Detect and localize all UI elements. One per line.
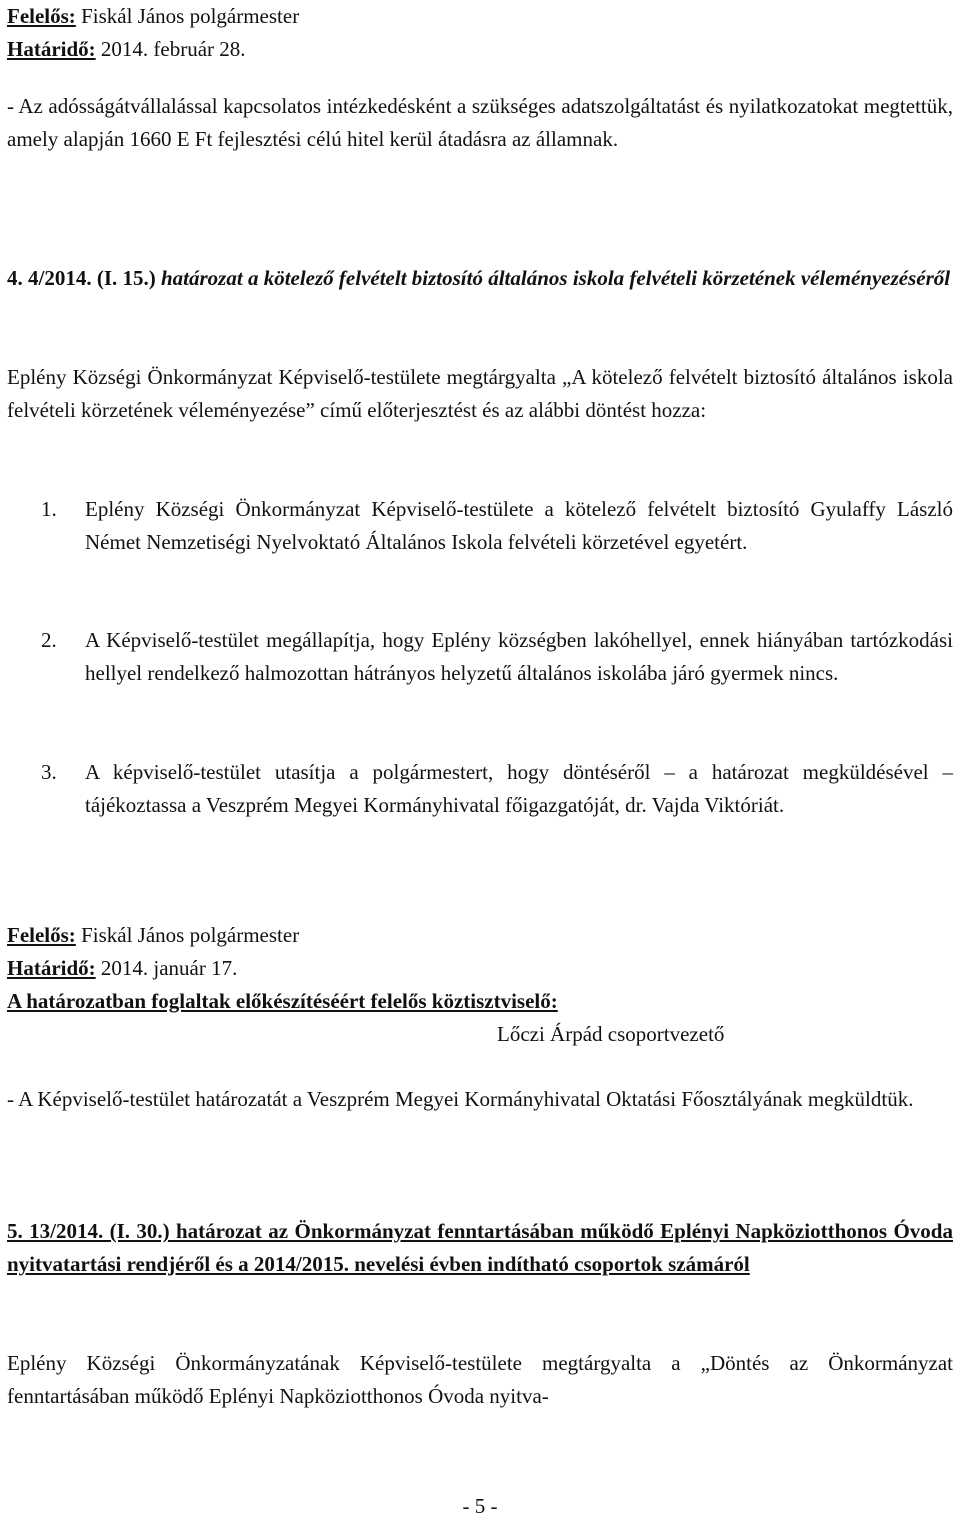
- page-number: - 5 -: [462, 1494, 498, 1518]
- felelos-label: Felelős:: [7, 4, 76, 28]
- list-item: [41, 756, 953, 822]
- hatarido-label: Határidő:: [7, 37, 96, 61]
- heading-resolution-4-text: határozat a kötelező felvételt biztosító általános iskola felvételi körzetének véleményezéséről: [155, 266, 951, 290]
- list-item-text: A Képviselő-testület megállapítja, hogy Eplény községben lakóhellyel, ennek hiányában tartózkodási hellyel rendelkező halmozottan hátrányos helyzetű általános iskolába járó gyermek nincs.: [85, 628, 953, 685]
- hatarido-value: 2014. február 28.: [95, 37, 246, 61]
- signer-name: Lőczi Árpád csoportvezető: [497, 1022, 725, 1046]
- hatarido-label: Határidő:: [7, 956, 96, 980]
- paragraph-megkuldtuk: - A Képviselő-testület határozatát a Veszprém Megyei Kormányhivatal Oktatási Főosztályának megküldtük.: [7, 1087, 914, 1111]
- heading-resolution-4-number: 4. 4/2014. (I. 15.): [7, 266, 156, 290]
- list-item-number: 1.: [41, 497, 57, 521]
- heading-resolution-5: 5. 13/2014. (I. 30.) határozat az Önkormányzat fenntartásában működő Eplényi Napköziotthonos Óvoda nyitvatartási rendjéről és a 2014/2015. nevelési évben indítható csoportok számáról: [7, 1219, 953, 1276]
- paragraph-intro-5: Eplény Községi Önkormányzatának Képviselő-testülete megtárgyalta a „Döntés az Önkormányzat fenntartásában működő Eplényi Napköziotthonos Óvoda nyitva-: [7, 1351, 953, 1408]
- list-item-text: Eplény Községi Önkormányzat Képviselő-testülete a kötelező felvételt biztosító Gyulaffy László Német Nemzetiségi Nyelvoktató Általános Iskola felvételi körzetével egyetért.: [85, 497, 953, 554]
- felelos-value: Fiskál János polgármester: [75, 923, 300, 947]
- list-item-number: 2.: [41, 628, 57, 652]
- list-item: [41, 493, 953, 559]
- responsibility-block-2: [7, 919, 953, 1051]
- hatarido-value: 2014. január 17.: [95, 956, 238, 980]
- paragraph-intro-4: Eplény Községi Önkormányzat Képviselő-testülete megtárgyalta „A kötelező felvételt biztosító általános iskola felvételi körzetének véleményezése” című előterjesztést és az alábbi döntést hozza:: [7, 365, 953, 422]
- list-item-text: A képviselő-testület utasítja a polgármestert, hogy döntéséről – a határozat megküldésével – tájékoztassa a Veszprém Megyei Kormányhivatal főigazgatóját, dr. Vajda Viktóriát.: [85, 760, 953, 817]
- responsibility-block-1: [7, 0, 953, 66]
- responsible-official-heading: A határozatban foglaltak előkészítéséért felelős köztisztviselő:: [7, 989, 558, 1013]
- list-item-number: 3.: [41, 760, 57, 784]
- felelos-value: Fiskál János polgármester: [75, 4, 300, 28]
- felelos-label: Felelős:: [7, 923, 76, 947]
- list-item: [41, 624, 953, 690]
- paragraph-adossag: - Az adósságátvállalással kapcsolatos intézkedésként a szükséges adatszolgáltatást és nyilatkozatokat megtettük, amely alapján 1660 E Ft fejlesztési célú hitel kerül átadásra az államnak.: [7, 94, 953, 151]
- heading-resolution-4: [7, 262, 953, 295]
